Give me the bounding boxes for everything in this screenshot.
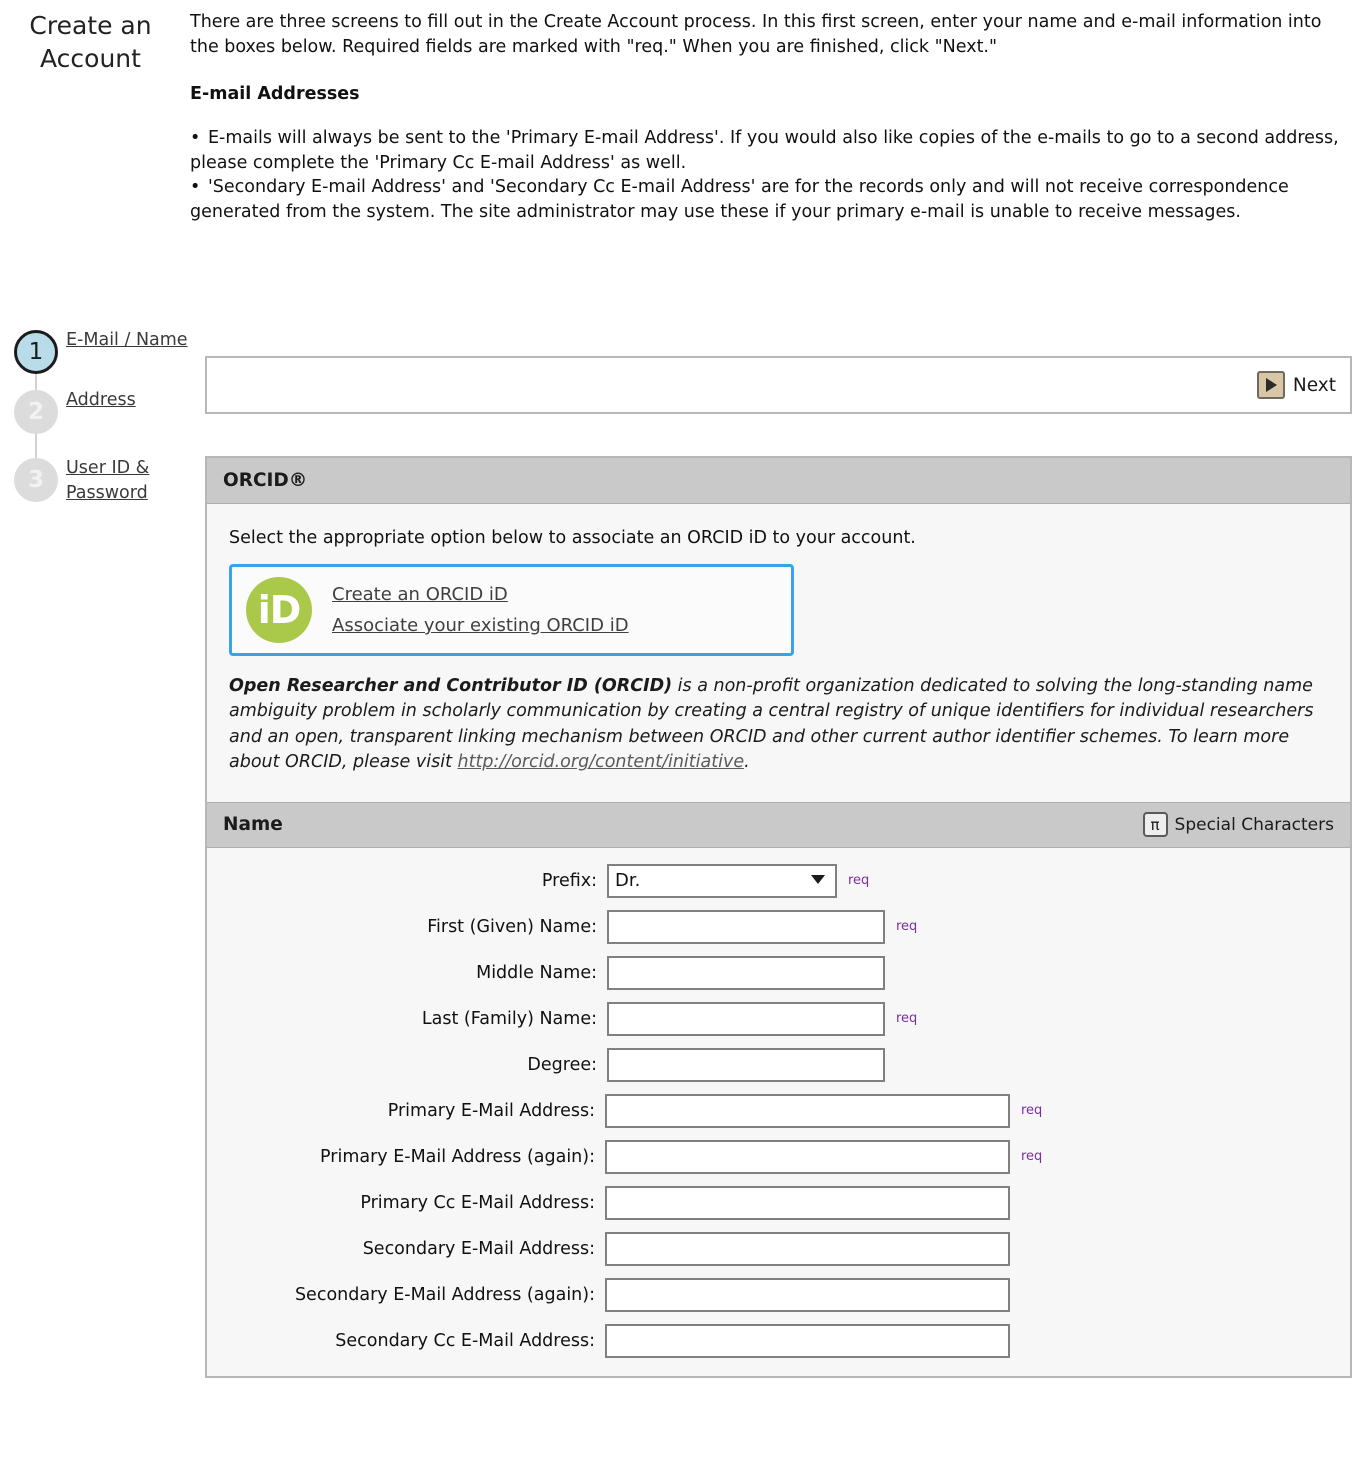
form-row-secondary-email bbox=[207, 1232, 1350, 1266]
prefix-select[interactable] bbox=[607, 864, 837, 898]
email-addresses-heading: E-mail Addresses bbox=[190, 83, 360, 104]
form-row-primary-cc-email bbox=[207, 1186, 1350, 1220]
special-characters-button[interactable] bbox=[1143, 812, 1334, 837]
primary-email-input[interactable] bbox=[605, 1094, 1010, 1128]
next-button[interactable] bbox=[1257, 371, 1336, 399]
required-marker: req bbox=[1021, 1103, 1043, 1118]
secondary-email-label: Secondary E-Mail Address: bbox=[362, 1238, 595, 1259]
primary-cc-email-label: Primary Cc E-Mail Address: bbox=[360, 1192, 595, 1213]
degree-label: Degree: bbox=[527, 1054, 597, 1075]
orcid-section-title: ORCID® bbox=[223, 470, 308, 491]
list-item bbox=[190, 126, 1355, 176]
name-section-title: Name bbox=[223, 814, 283, 835]
bullet-text: 'Secondary E-mail Address' and 'Secondary Cc E-mail Address' are for the records only and will not receive correspondence generated from the system. The site administrator may use these if your primary e-mail is unable to receive messages. bbox=[190, 177, 1289, 223]
associate-orcid-id-link[interactable]: Associate your existing ORCID iD bbox=[332, 615, 629, 636]
step-3[interactable] bbox=[10, 458, 190, 512]
orcid-id-icon-label: iD bbox=[257, 588, 301, 632]
form-row-primary-email-again bbox=[207, 1140, 1350, 1174]
degree-input[interactable] bbox=[607, 1048, 885, 1082]
orcid-initiative-link[interactable]: http://orcid.org/content/initiative bbox=[457, 752, 745, 773]
next-toolbar bbox=[205, 356, 1352, 414]
bullet-text: E-mails will always be sent to the 'Primary E-mail Address'. If you would also like copies of the e-mails to go to a second address, please complete the 'Primary Cc E-mail Address' as well. bbox=[190, 127, 1339, 173]
orcid-id-icon bbox=[246, 577, 312, 643]
orcid-option-box bbox=[229, 564, 794, 656]
orcid-lead-text: Select the appropriate option below to associate an ORCID iD to your account. bbox=[229, 528, 916, 548]
intro-column bbox=[190, 10, 1355, 225]
form-row-degree bbox=[207, 1048, 1350, 1082]
form-row-primary-email bbox=[207, 1094, 1350, 1128]
create-orcid-id-link[interactable]: Create an ORCID iD bbox=[332, 584, 508, 605]
bullet-dot-icon: • bbox=[190, 177, 201, 198]
list-item bbox=[190, 175, 1355, 225]
form-row-secondary-cc-email bbox=[207, 1324, 1350, 1358]
form-row-secondary-email-again bbox=[207, 1278, 1350, 1312]
primary-email-again-input[interactable] bbox=[605, 1140, 1010, 1174]
step-2-circle[interactable]: 2 bbox=[14, 390, 58, 434]
orcid-description-bold: Open Researcher and Contributor ID (ORCID) bbox=[229, 676, 673, 696]
play-triangle-icon bbox=[1257, 371, 1285, 399]
form-row-prefix bbox=[207, 864, 1350, 898]
special-characters-label: Special Characters bbox=[1174, 814, 1334, 835]
primary-cc-email-input[interactable] bbox=[605, 1186, 1010, 1220]
primary-email-label: Primary E-Mail Address: bbox=[387, 1100, 595, 1121]
bullet-dot-icon: • bbox=[190, 127, 201, 148]
prefix-label: Prefix: bbox=[541, 870, 597, 891]
create-account-panel bbox=[205, 456, 1352, 1378]
prefix-select-wrap bbox=[607, 864, 837, 898]
next-button-label: Next bbox=[1292, 374, 1336, 396]
sidebar-item-email-name[interactable]: E-Mail / Name bbox=[66, 330, 188, 350]
step-3-circle[interactable]: 3 bbox=[14, 458, 58, 502]
sidebar-item-userid-password[interactable]: User ID & Password bbox=[66, 458, 150, 503]
required-marker: req bbox=[848, 873, 870, 888]
middle-name-input[interactable] bbox=[607, 956, 885, 990]
pi-icon: π bbox=[1143, 812, 1168, 837]
form-row-last-name bbox=[207, 1002, 1350, 1036]
step-1-circle[interactable]: 1 bbox=[14, 330, 58, 374]
primary-email-again-label: Primary E-Mail Address (again): bbox=[320, 1146, 595, 1167]
secondary-cc-email-label: Secondary Cc E-Mail Address: bbox=[335, 1330, 595, 1351]
form-row-middle-name bbox=[207, 956, 1350, 990]
secondary-cc-email-input[interactable] bbox=[605, 1324, 1010, 1358]
step-2[interactable] bbox=[10, 390, 190, 458]
name-form bbox=[207, 848, 1350, 1376]
form-row-first-name bbox=[207, 910, 1350, 944]
sidebar-item-address[interactable]: Address bbox=[66, 390, 136, 410]
last-name-label: Last (Family) Name: bbox=[421, 1008, 597, 1029]
required-marker: req bbox=[1021, 1149, 1043, 1164]
last-name-input[interactable] bbox=[607, 1002, 885, 1036]
page-title: Create an Account bbox=[29, 11, 152, 73]
required-marker: req bbox=[896, 1011, 918, 1026]
secondary-email-again-input[interactable] bbox=[605, 1278, 1010, 1312]
first-name-input[interactable] bbox=[607, 910, 885, 944]
secondary-email-again-label: Secondary E-Mail Address (again): bbox=[294, 1284, 595, 1305]
orcid-links bbox=[332, 584, 629, 636]
required-marker: req bbox=[896, 919, 918, 934]
middle-name-label: Middle Name: bbox=[476, 962, 597, 983]
secondary-email-input[interactable] bbox=[605, 1232, 1010, 1266]
orcid-section-header bbox=[207, 458, 1350, 504]
email-bullet-list bbox=[190, 126, 1355, 225]
orcid-description-end: . bbox=[744, 752, 750, 773]
name-section-header bbox=[207, 802, 1350, 848]
intro-paragraph: There are three screens to fill out in the Create Account process. In this first screen, enter your name and e-mail information into the boxes below. Required fields are marked with "req." When you are finished, click "Next." bbox=[190, 12, 1322, 57]
orcid-description bbox=[229, 674, 1332, 776]
step-1[interactable] bbox=[10, 330, 190, 390]
first-name-label: First (Given) Name: bbox=[427, 916, 597, 937]
orcid-description-rest: is a non-profit organization dedicated to solving the long-standing name ambiguity problem in scholarly communication by creating a central registry of unique identifiers for individual researchers and an open, transparent linking mechanism between ORCID and other current author identifier schemes. To learn more about ORCID, please visit bbox=[229, 676, 1314, 773]
orcid-section-body bbox=[207, 504, 1350, 802]
wizard-stepper bbox=[10, 330, 190, 512]
